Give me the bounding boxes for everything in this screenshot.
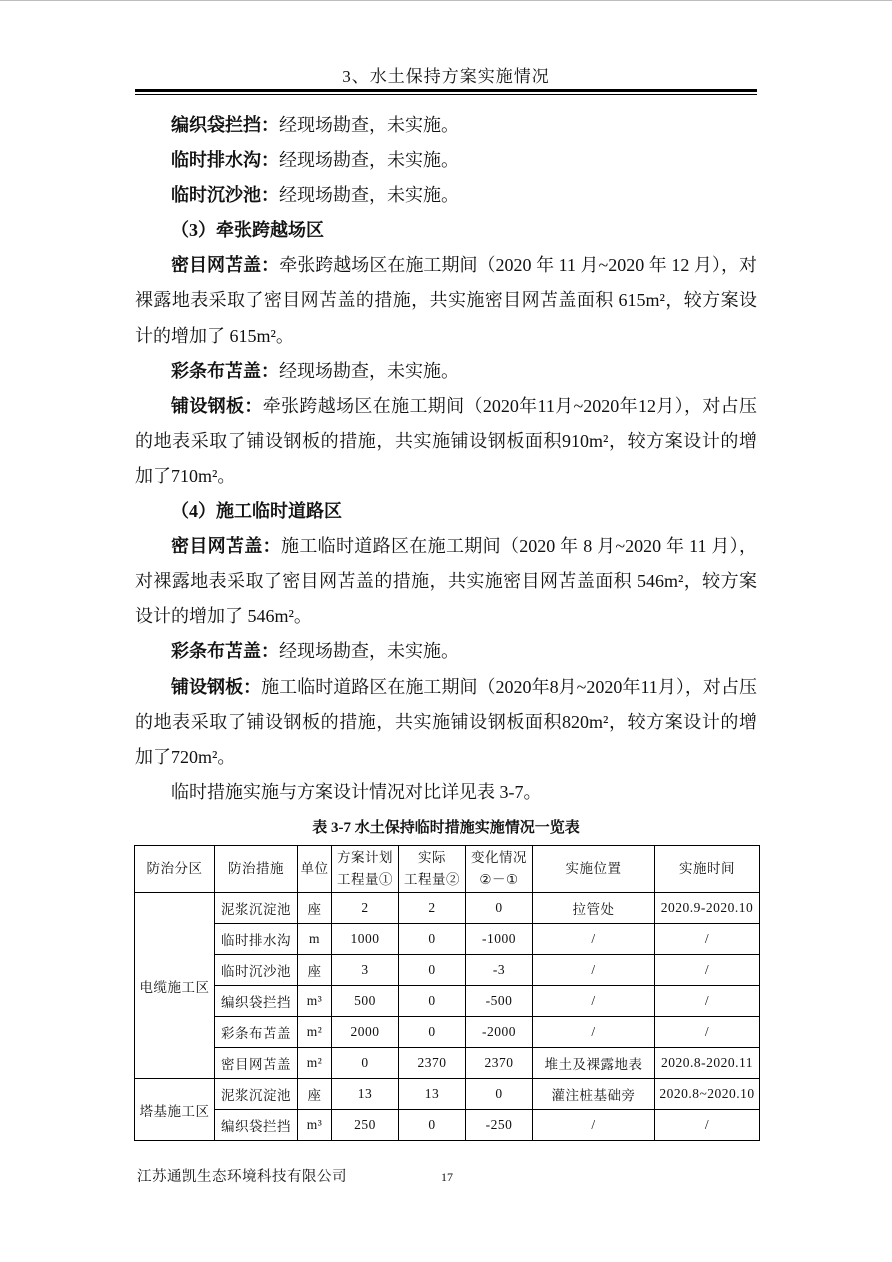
table-header-row xyxy=(135,846,760,893)
measure-cell: 临时沉沙池 xyxy=(215,955,298,986)
paragraph-color-cloth-cover-3 xyxy=(135,354,757,389)
unit-cell: 座 xyxy=(298,955,332,986)
col-header-measure: 防治措施 xyxy=(215,846,298,893)
page-number: 17 xyxy=(441,1170,453,1184)
paragraph-temp-sedimentation-pond xyxy=(135,178,757,213)
change-cell: 0 xyxy=(466,1079,533,1110)
col-header-line: 变化情况 xyxy=(471,850,527,865)
time-cell: 2020.9-2020.10 xyxy=(655,893,760,924)
paragraph-steel-plate-4 xyxy=(135,670,757,775)
measure-cell: 编织袋拦挡 xyxy=(215,1110,298,1141)
location-cell: / xyxy=(533,986,655,1017)
paragraph-text: 经现场勘查，未实施。 xyxy=(279,185,459,206)
col-header-zone: 防治分区 xyxy=(135,846,215,893)
paragraph-text: 经现场勘查，未实施。 xyxy=(279,641,459,662)
col-header-line: 方案计划 xyxy=(337,850,393,865)
paragraph-dense-mesh-cover-4 xyxy=(135,529,757,634)
planned-cell: 2000 xyxy=(332,1017,399,1048)
paragraph-color-cloth-cover-4 xyxy=(135,634,757,669)
paragraph-text: 经现场勘查，未实施。 xyxy=(279,150,459,171)
time-cell: / xyxy=(655,924,760,955)
measure-cell: 编织袋拦挡 xyxy=(215,986,298,1017)
col-header-line: ②－① xyxy=(479,872,519,887)
measure-cell: 泥浆沉淀池 xyxy=(215,1079,298,1110)
actual-cell: 0 xyxy=(399,924,466,955)
unit-cell: m³ xyxy=(298,986,332,1017)
paragraph-text: 临时措施实施与方案设计情况对比详见表 3-7。 xyxy=(171,781,542,802)
table-row xyxy=(135,1110,760,1141)
paragraph-term: 彩条布苫盖： xyxy=(171,641,279,662)
paragraph-text: 牵张跨越场区在施工期间（2020 年 11 月~2020 年 12 月），对裸露地表采取了密目网苫盖的措施，共实施密目网苫盖面积 615m²，较方案设计的增加了 615m²。 xyxy=(135,255,757,346)
header-double-rule xyxy=(135,89,757,95)
measure-cell: 泥浆沉淀池 xyxy=(215,893,298,924)
actual-cell: 2 xyxy=(399,893,466,924)
actual-cell: 13 xyxy=(399,1079,466,1110)
planned-cell: 1000 xyxy=(332,924,399,955)
measure-cell: 密目网苫盖 xyxy=(215,1048,298,1079)
paragraph-term: 临时排水沟： xyxy=(171,150,279,171)
planned-cell: 13 xyxy=(332,1079,399,1110)
table-row xyxy=(135,1048,760,1079)
unit-cell: 座 xyxy=(298,1079,332,1110)
actual-cell: 0 xyxy=(399,955,466,986)
page-top-edge xyxy=(0,0,892,1)
paragraph-steel-plate-3 xyxy=(135,389,757,494)
table-caption: 表 3-7 水土保持临时措施实施情况一览表 xyxy=(312,820,580,836)
location-cell: / xyxy=(533,1017,655,1048)
measure-cell: 临时排水沟 xyxy=(215,924,298,955)
table-row xyxy=(135,1079,760,1110)
paragraph-term: 密目网苫盖： xyxy=(171,536,281,557)
paragraph-term: 临时沉沙池： xyxy=(171,185,279,206)
time-cell: / xyxy=(655,1110,760,1141)
location-cell: 灌注桩基础旁 xyxy=(533,1079,655,1110)
location-cell: / xyxy=(533,955,655,986)
paragraph-term: 彩条布苫盖： xyxy=(171,360,279,381)
change-cell: -1000 xyxy=(466,924,533,955)
planned-cell: 250 xyxy=(332,1110,399,1141)
col-header-time: 实施时间 xyxy=(655,846,760,893)
col-header-change xyxy=(466,846,533,893)
paragraph-term: 密目网苫盖： xyxy=(171,255,280,276)
paragraph-term: 编织袋拦挡： xyxy=(171,115,279,135)
time-cell: / xyxy=(655,986,760,1017)
table-row xyxy=(135,893,760,924)
unit-cell: m² xyxy=(298,1017,332,1048)
paragraph-text: 施工临时道路区在施工期间（2020年8月~2020年11月），对占压的地表采取了铺设钢板的措施，共实施铺设钢板面积820m²，较方案设计的增加了720m²。 xyxy=(135,676,757,767)
col-header-line: 工程量② xyxy=(404,872,460,887)
paragraph-text: 经现场勘查，未实施。 xyxy=(279,360,459,381)
zone-cell: 塔基施工区 xyxy=(135,1079,215,1141)
paragraph-text: 经现场勘查，未实施。 xyxy=(279,115,459,135)
actual-cell: 0 xyxy=(399,1017,466,1048)
planned-cell: 3 xyxy=(332,955,399,986)
section-heading-4: （4）施工临时道路区 xyxy=(171,501,342,522)
unit-cell: m xyxy=(298,924,332,955)
body-text xyxy=(135,108,757,810)
table-row xyxy=(135,986,760,1017)
change-cell: -3 xyxy=(466,955,533,986)
actual-cell: 2370 xyxy=(399,1048,466,1079)
actual-cell: 0 xyxy=(399,986,466,1017)
unit-cell: 座 xyxy=(298,893,332,924)
planned-cell: 2 xyxy=(332,893,399,924)
table-row xyxy=(135,924,760,955)
location-cell: 拉管处 xyxy=(533,893,655,924)
paragraph-term: 铺设钢板： xyxy=(171,395,263,416)
paragraph-temp-drainage-ditch xyxy=(135,143,757,178)
paragraph-term: 铺设钢板： xyxy=(171,676,262,697)
table-row xyxy=(135,955,760,986)
col-header-line: 工程量① xyxy=(337,872,393,887)
col-header-unit: 单位 xyxy=(298,846,332,893)
col-header-line: 实际 xyxy=(418,850,446,865)
time-cell: / xyxy=(655,955,760,986)
change-cell: -250 xyxy=(466,1110,533,1141)
change-cell: -500 xyxy=(466,986,533,1017)
col-header-actual xyxy=(399,846,466,893)
unit-cell: m³ xyxy=(298,1110,332,1141)
temporary-measures-table xyxy=(134,845,760,1141)
paragraph-text: 施工临时道路区在施工期间（2020 年 8 月~2020 年 11 月），对裸露地表采取了密目网苫盖的措施，共实施密目网苫盖面积 546m²，较方案设计的增加了 546m²。 xyxy=(135,536,757,627)
paragraph-table-reference xyxy=(135,775,757,810)
table-row xyxy=(135,1017,760,1048)
change-cell: -2000 xyxy=(466,1017,533,1048)
change-cell: 0 xyxy=(466,893,533,924)
paragraph-text: 牵张跨越场区在施工期间（2020年11月~2020年12月），对占压的地表采取了铺设钢板的措施，共实施铺设钢板面积910m²，较方案设计的增加了710m²。 xyxy=(135,395,757,486)
time-cell: 2020.8~2020.10 xyxy=(655,1079,760,1110)
time-cell: 2020.8-2020.11 xyxy=(655,1048,760,1079)
footer-company: 江苏通凯生态环境科技有限公司 xyxy=(137,1169,347,1185)
location-cell: / xyxy=(533,924,655,955)
location-cell: 堆土及裸露地表 xyxy=(533,1048,655,1079)
measure-cell: 彩条布苫盖 xyxy=(215,1017,298,1048)
zone-cell: 电缆施工区 xyxy=(135,893,215,1079)
section-heading-3: （3）牵张跨越场区 xyxy=(171,220,324,241)
location-cell: / xyxy=(533,1110,655,1141)
running-header: 3、水土保持方案实施情况 xyxy=(342,67,550,86)
planned-cell: 500 xyxy=(332,986,399,1017)
actual-cell: 0 xyxy=(399,1110,466,1141)
planned-cell: 0 xyxy=(332,1048,399,1079)
unit-cell: m² xyxy=(298,1048,332,1079)
change-cell: 2370 xyxy=(466,1048,533,1079)
paragraph-dense-mesh-cover-3 xyxy=(135,248,757,353)
col-header-location: 实施位置 xyxy=(533,846,655,893)
time-cell: / xyxy=(655,1017,760,1048)
paragraph-woven-bag-barrier xyxy=(135,108,757,143)
col-header-planned xyxy=(332,846,399,893)
